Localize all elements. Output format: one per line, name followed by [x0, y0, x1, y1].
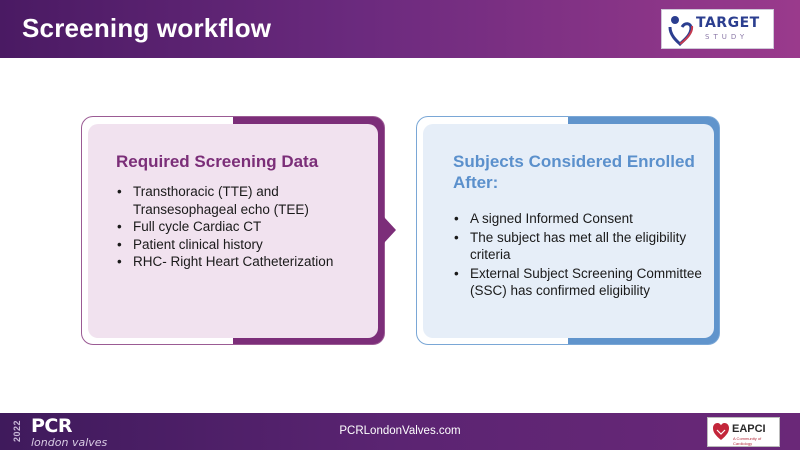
enrollment-criteria-card — [416, 116, 720, 345]
eapci-heart-logo-icon — [712, 422, 730, 442]
enrollment-criteria-title: Subjects Considered Enrolled After: — [453, 152, 695, 192]
logo-wordmark: TARGET — [696, 15, 760, 31]
arrow-connector-icon — [384, 217, 396, 243]
list-item: • A signed Informed Consent — [452, 210, 707, 228]
required-screening-list — [115, 183, 373, 271]
pcr-logo: PCR — [31, 415, 72, 437]
logo-subtitle: STUDY — [705, 33, 749, 41]
slide-footer — [0, 413, 800, 450]
enrollment-criteria-card-body — [423, 124, 714, 338]
target-study-logo — [661, 9, 774, 49]
eapci-logo — [707, 417, 780, 447]
event-year: 2022 — [12, 419, 23, 443]
eapci-tagline: A Community of Cardiology — [733, 436, 762, 446]
enrollment-criteria-list — [452, 210, 707, 300]
page-title: Screening workflow — [22, 13, 272, 43]
required-screening-card-body — [88, 124, 378, 338]
pcr-logo-subtitle: london valves — [31, 436, 108, 449]
list-item: • Full cycle Cardiac CT — [115, 218, 373, 236]
list-item: • The subject has met all the eligibility criteria — [452, 229, 707, 264]
required-screening-card — [81, 116, 385, 345]
eapci-wordmark: EAPCI — [732, 423, 766, 435]
heart-person-logo-icon — [666, 14, 694, 46]
list-item: • RHC- Right Heart Catheterization — [115, 253, 373, 271]
footer-url[interactable]: PCRLondonValves.com — [339, 425, 461, 437]
list-item: • Transthoracic (TTE) and Transesophageal echo (TEE) — [115, 183, 373, 218]
list-item: • Patient clinical history — [115, 236, 373, 254]
list-item: • External Subject Screening Committee (SSC) has confirmed eligibility — [452, 265, 707, 300]
required-screening-title: Required Screening Data — [116, 152, 319, 171]
slide-header — [0, 0, 800, 58]
